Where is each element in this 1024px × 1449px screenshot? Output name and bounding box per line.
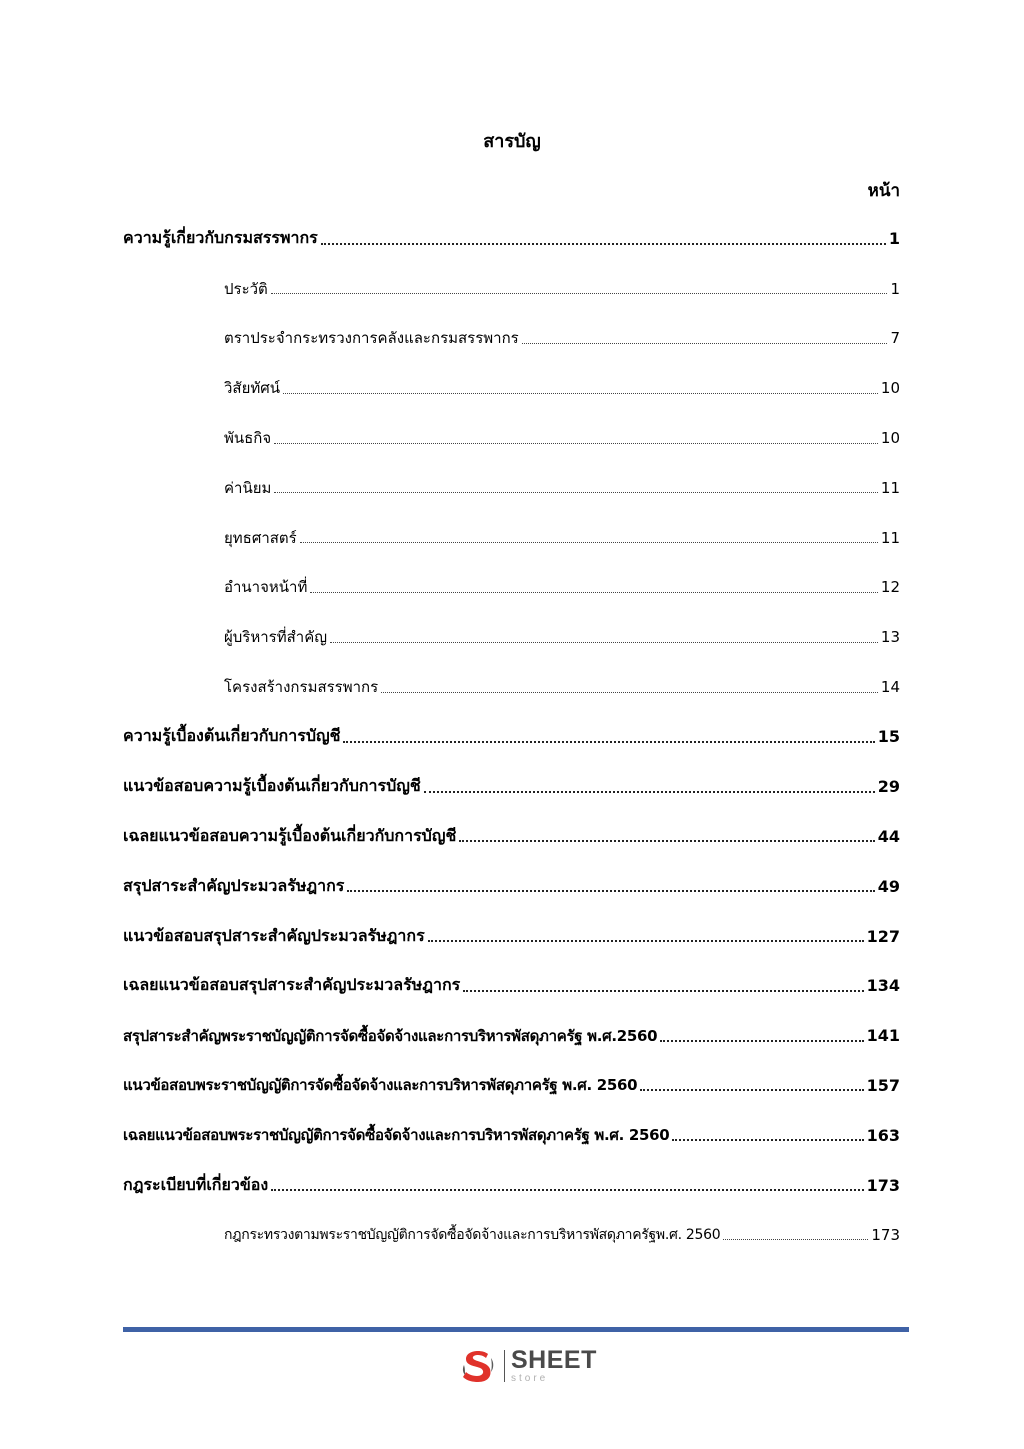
toc-entry-label: ความรู้เกี่ยวกับกรมสรรพากร [123, 228, 318, 248]
toc-entry-page: 12 [880, 578, 900, 597]
toc-entry-page: 15 [877, 727, 900, 747]
toc-entry[interactable] [123, 662, 900, 712]
toc-entry[interactable] [123, 612, 900, 662]
toc-entry-page: 44 [877, 826, 900, 846]
toc-entry-page: 173 [866, 1175, 900, 1195]
dot-leader [300, 542, 878, 543]
toc-entry-label: ค่านิยม [224, 478, 272, 497]
toc-entry[interactable] [123, 911, 900, 961]
toc-entry[interactable] [123, 314, 900, 364]
toc-entry[interactable] [123, 463, 900, 513]
toc-entry-page: 1 [890, 279, 900, 298]
toc-entry-label: โครงสร้างกรมสรรพากร [224, 678, 379, 697]
toc-entry[interactable] [123, 1110, 900, 1160]
toc-entry[interactable] [123, 363, 900, 413]
table-of-contents [123, 214, 900, 1260]
toc-entry[interactable] [123, 513, 900, 563]
toc-entry-page: 11 [880, 528, 900, 547]
toc-entry-label: ตราประจำกระทรวงการคลังและกรมสรรพากร [224, 329, 519, 348]
toc-entry-page: 49 [877, 876, 900, 896]
toc-entry[interactable] [123, 214, 900, 264]
toc-entry-label: เฉลยแนวข้อสอบความรู้เบื้องต้นเกี่ยวกับการบัญชี [123, 825, 457, 845]
toc-entry-label: กฎระเบียบที่เกี่ยวข้อง [123, 1174, 269, 1194]
sheet-store-logo-icon [458, 1346, 498, 1386]
brand-word: SHEET [511, 1346, 597, 1374]
toc-entry-page: 1 [888, 229, 900, 249]
toc-entry-label: ผู้บริหารที่สำคัญ [224, 628, 328, 647]
footer-rule [123, 1327, 909, 1332]
logo-text [511, 1348, 597, 1384]
toc-entry-page: 163 [866, 1125, 900, 1145]
toc-entry-page: 10 [880, 429, 900, 448]
toc-entry[interactable] [123, 264, 900, 314]
toc-entry-label: ยุทธศาสตร์ [224, 528, 297, 547]
toc-entry-label: เฉลยแนวข้อสอบพระราชบัญญัติการจัดซื้อจัดจ้างและการบริหารพัสดุภาครัฐ พ.ศ. 2560 [123, 1126, 670, 1145]
dot-leader [428, 940, 864, 942]
toc-entry[interactable] [123, 1160, 900, 1210]
dot-leader [640, 1089, 863, 1091]
dot-leader [274, 443, 878, 444]
toc-entry[interactable] [123, 563, 900, 613]
toc-entry-page: 134 [866, 976, 900, 996]
toc-entry[interactable] [123, 762, 900, 812]
toc-entry-label: สรุปสาระสำคัญประมวลรัษฎากร [123, 875, 345, 895]
page-column-header: หน้า [867, 181, 900, 201]
toc-entry[interactable] [123, 812, 900, 862]
dot-leader [310, 592, 878, 593]
toc-entry-page: 141 [866, 1026, 900, 1046]
dot-leader [271, 1189, 863, 1191]
dot-leader [274, 492, 878, 493]
dot-leader [381, 692, 878, 693]
dot-leader [283, 393, 878, 394]
toc-entry-label: อำนาจหน้าที่ [224, 578, 308, 597]
page-title: สารบัญ [483, 131, 541, 152]
toc-entry-label: แนวข้อสอบความรู้เบื้องต้นเกี่ยวกับการบัญชี [123, 776, 421, 796]
toc-entry[interactable] [123, 961, 900, 1011]
toc-entry-label: แนวข้อสอบพระราชบัญญัติการจัดซื้อจัดจ้างและการบริหารพัสดุภาครัฐ พ.ศ. 2560 [123, 1076, 638, 1095]
dot-leader [660, 1040, 863, 1042]
toc-entry-label: แนวข้อสอบสรุปสาระสำคัญประมวลรัษฎากร [123, 925, 425, 945]
dot-leader [723, 1239, 868, 1240]
toc-entry[interactable] [123, 1061, 900, 1111]
toc-entry-page: 157 [866, 1075, 900, 1095]
toc-entry[interactable] [123, 1011, 900, 1061]
toc-entry-label: สรุปสาระสำคัญพระราชบัญญัติการจัดซื้อจัดจ้างและการบริหารพัสดุภาครัฐ พ.ศ.2560 [123, 1026, 658, 1045]
toc-entry[interactable] [123, 712, 900, 762]
toc-entry-page: 13 [880, 628, 900, 647]
toc-entry-page: 10 [880, 379, 900, 398]
dot-leader [330, 642, 878, 643]
toc-entry-page: 127 [866, 926, 900, 946]
dot-leader [271, 293, 888, 294]
toc-entry-page: 29 [877, 777, 900, 797]
dot-leader [459, 840, 874, 842]
toc-entry-page: 173 [871, 1225, 900, 1244]
toc-entry-label: กฎกระทรวงตามพระราชบัญญัติการจัดซื้อจัดจ้างและการบริหารพัสดุภาครัฐพ.ศ. 2560 [224, 1226, 721, 1243]
toc-entry-label: พันธกิจ [224, 429, 272, 448]
dot-leader [522, 343, 888, 344]
toc-entry-label: ความรู้เบื้องต้นเกี่ยวกับการบัญชี [123, 726, 341, 746]
toc-entry-page: 14 [880, 678, 900, 697]
toc-entry-page: 11 [880, 478, 900, 497]
footer-logo [458, 1344, 597, 1388]
dot-leader [347, 890, 874, 892]
dot-leader [463, 990, 863, 992]
toc-entry-label: วิสัยทัศน์ [224, 379, 281, 398]
toc-entry[interactable] [123, 861, 900, 911]
toc-entry-label: ประวัติ [224, 279, 268, 298]
toc-entry-page: 7 [890, 329, 900, 348]
toc-entry[interactable] [123, 413, 900, 463]
dot-leader [424, 791, 875, 793]
logo-divider [504, 1350, 505, 1382]
dot-leader [321, 243, 886, 245]
dot-leader [672, 1139, 863, 1141]
toc-entry-label: เฉลยแนวข้อสอบสรุปสาระสำคัญประมวลรัษฎากร [123, 975, 461, 995]
dot-leader [343, 741, 874, 743]
toc-entry[interactable] [123, 1210, 900, 1260]
brand-sub: store [511, 1373, 549, 1384]
